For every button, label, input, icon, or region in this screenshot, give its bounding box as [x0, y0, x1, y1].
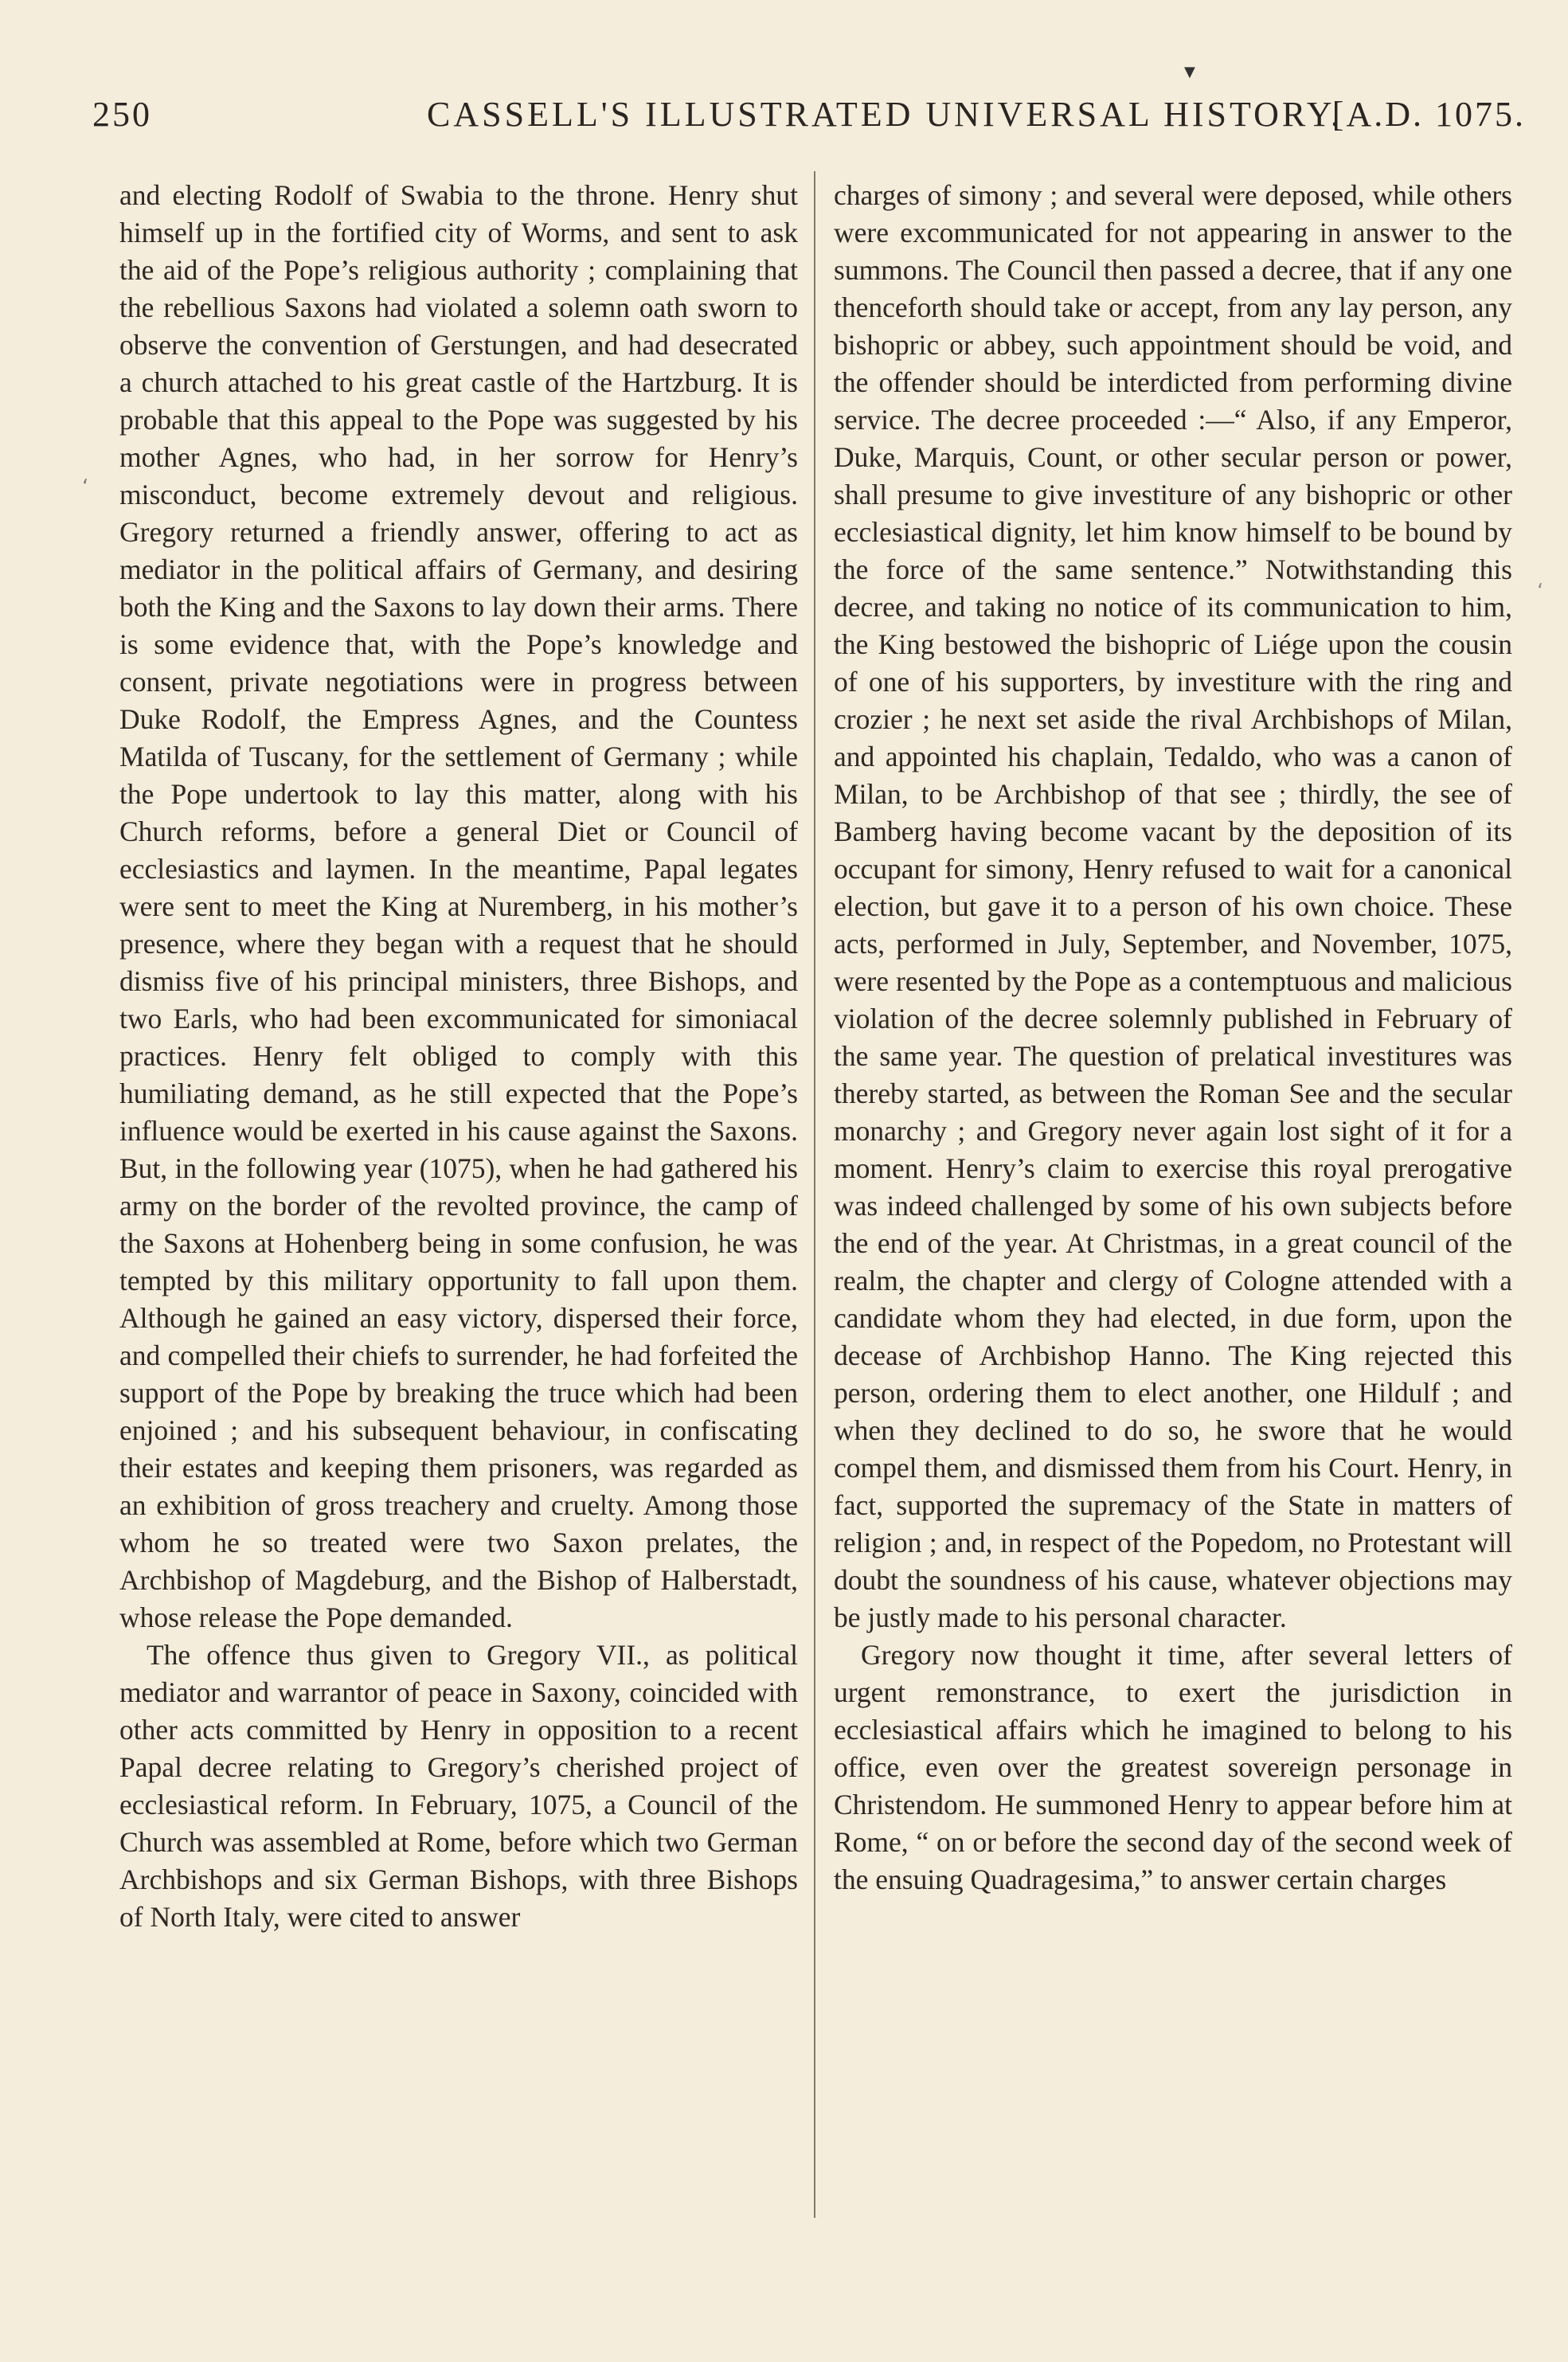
- margin-mark: ‘: [82, 475, 89, 499]
- right-column: [834, 177, 1512, 1899]
- paragraph: charges of simony ; and several were deposed, while others were excommunicated for not appearing in answer to the summons. The Council then passed a decree, that if any one thenceforth should take or accept, from any lay person, any bishopric or abbey, such appointment should be void, and the offender should be interdicted from performing divine service. The decree proceeded :—“ Also, if any Emperor, Duke, Marquis, Count, or other secular person or power, shall presume to give investiture of any bishopric or other ecclesiastical dignity, let him know himself to be bound by the force of the same sentence.” Notwithstanding this decree, and taking no notice of its communication to him, the King bestowed the bishopric of Liége upon the cousin of one of his supporters, by investiture with the ring and crozier ; he next set aside the rival Archbishops of Milan, and appointed his chaplain, Tedaldo, who was a canon of Milan, to be Archbishop of that see ; thirdly, the see of Bamberg having become vacant by the deposition of its occupant for simony, Henry refused to wait for a canonical election, but gave it to a person of his own choice. These acts, performed in July, September, and November, 1075, were resented by the Pope as a contemptuous and malicious violation of the decree solemnly published in February of the same year. The question of prelatical investitures was thereby started, as between the Roman See and the secular monarchy ; and Gregory never again lost sight of it for a moment. Henry’s claim to exercise this royal prerogative was indeed challenged by some of his own subjects before the end of the year. At Christmas, in a great council of the realm, the chapter and clergy of Cologne attended with a candidate whom they had elected, in due form, upon the decease of Archbishop Hanno. The King rejected this person, ordering them to elect another, one Hildulf ; and when they declined to do so, he swore that he would compel them, and dismissed them from his Court. Henry, in fact, supported the supremacy of the State in matters of religion ; and, in respect of the Popedom, no Protestant will doubt the soundness of his cause, whatever objections may be justly made to his personal character.: [834, 179, 1512, 1633]
- page-number: 250: [92, 95, 152, 134]
- header-date: [A.D. 1075.: [1331, 95, 1526, 134]
- running-title: CASSELL'S ILLUSTRATED UNIVERSAL HISTORY.: [427, 95, 1343, 134]
- column-divider: [814, 171, 815, 2218]
- page-header: [92, 94, 1526, 142]
- ink-mark: ▼: [1184, 64, 1195, 80]
- margin-mark: ‘: [1537, 580, 1544, 604]
- paragraph: The offence thus given to Gregory VII., as political mediator and warrantor of peace in Saxony, coincided with other acts committed by Henry in opposition to a recent Papal decree relating to Gregory’s cherished project of ecclesiastical reform. In February, 1075, a Council of the Church was assembled at Rome, before which two German Archbishops and six German Bishops, with three Bishops of North Italy, were cited to answer: [119, 1639, 798, 1933]
- paragraph: and electing Rodolf of Swabia to the throne. Henry shut himself up in the fortified city of Worms, and sent to ask the aid of the Pope’s religious authority ; complaining that the rebellious Saxons had violated a solemn oath sworn to observe the convention of Gerstungen, and had desecrated a church attached to his great castle of the Hartzburg. It is probable that this appeal to the Pope was suggested by his mother Agnes, who had, in her sorrow for Henry’s misconduct, become extremely devout and religious. Gregory returned a friendly answer, offering to act as mediator in the political affairs of Germany, and desiring both the King and the Saxons to lay down their arms. There is some evidence that, with the Pope’s knowledge and consent, private negotiations were in progress between Duke Rodolf, the Empress Agnes, and the Countess Matilda of Tuscany, for the settlement of Germany ; while the Pope undertook to lay this matter, along with his Church reforms, before a general Diet or Council of ecclesiastics and laymen. In the meantime, Papal legates were sent to meet the King at Nuremberg, in his mother’s presence, where they began with a request that he should dismiss five of his principal ministers, three Bishops, and two Earls, who had been excommunicated for simoniacal practices. Henry felt obliged to comply with this humiliating demand, as he still expected that the Pope’s influence would be exerted in his cause against the Saxons. But, in the following year (1075), when he had gathered his army on the border of the revolted province, the camp of the Saxons at Hohenberg being in some confusion, he was tempted by this military opportunity to fall upon them. Although he gained an easy victory, dispersed their force, and compelled their chiefs to surrender, he had forfeited the support of the Pope by breaking the truce which had been enjoined ; and his subsequent behaviour, in confiscating their estates and keeping them prisoners, was regarded as an exhibition of gross treachery and cruelty. Among those whom he so treated were two Saxon prelates, the Archbishop of Magdeburg, and the Bishop of Halberstadt, whose release the Pope demanded.: [119, 179, 798, 1633]
- paragraph: Gregory now thought it time, after several letters of urgent remonstrance, to exert the jurisdiction in ecclesiastical affairs which he imagined to belong to his office, even over the greatest sovereign personage in Christendom. He summoned Henry to appear before him at Rome, “ on or before the second day of the second week of the ensuing Quadragesima,” to answer certain charges: [834, 1639, 1512, 1895]
- left-column: [119, 177, 798, 1936]
